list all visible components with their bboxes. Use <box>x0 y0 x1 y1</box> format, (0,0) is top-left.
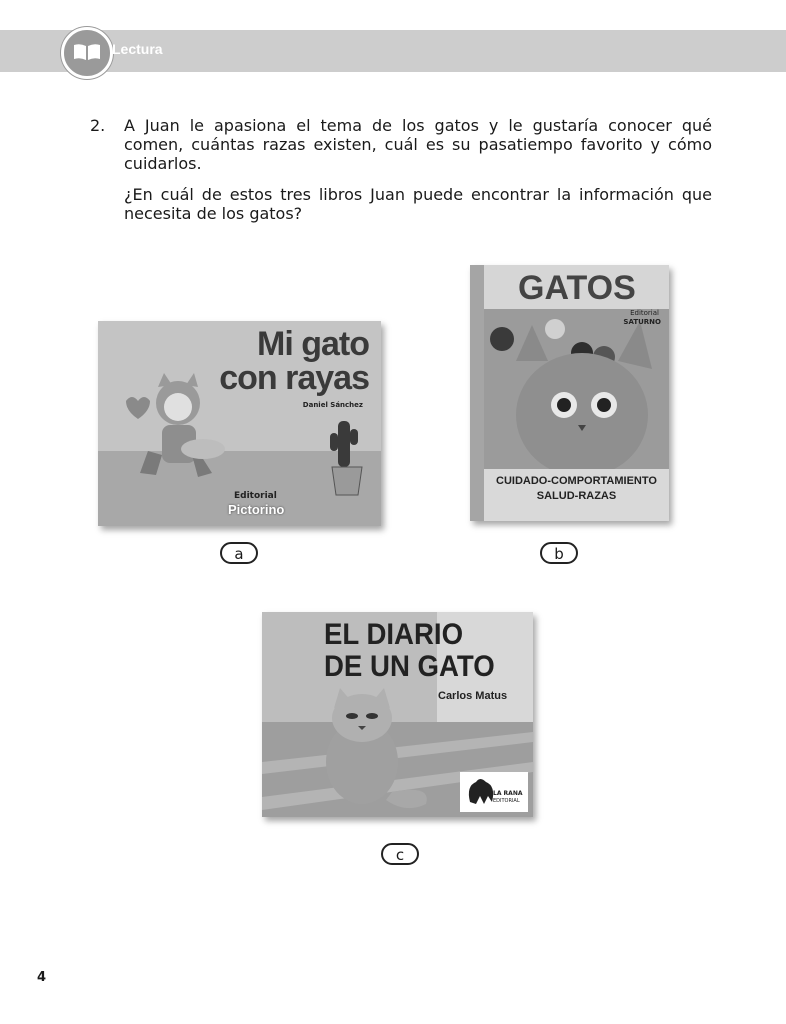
question-text: A Juan le apasiona el tema de los gatos y le gustaría conocer qué comen, cuántas razas existen, cuál es su pasatiempo favorito y cómo cuidarlos. <box>124 116 712 173</box>
book-icon-badge <box>61 27 113 79</box>
option-c-label[interactable]: c <box>381 843 419 865</box>
question-number: 2. <box>90 116 106 135</box>
page-number: 4 <box>37 970 47 985</box>
book-c-publisher-label: EDITORIAL <box>493 798 520 804</box>
book-c-author: Carlos Matus <box>438 690 508 702</box>
option-a-label[interactable]: a <box>220 542 258 564</box>
book-b-subtitle-line1: CUIDADO-COMPORTAMIENTO <box>496 475 657 487</box>
book-c-publisher: LA RANA <box>493 790 523 797</box>
book-b-publisher: SATURNO <box>623 318 661 326</box>
book-cover-b[interactable] <box>470 265 669 521</box>
book-c-title-line2: DE UN GATO <box>324 650 495 683</box>
book-a-author: Daniel Sánchez <box>302 401 363 409</box>
book-a-publisher: Pictorino <box>228 502 285 517</box>
book-cover-a[interactable] <box>98 321 381 526</box>
option-b-label[interactable]: b <box>540 542 578 564</box>
book-a-publisher-label: Editorial <box>234 491 277 501</box>
section-title: Lectura <box>112 41 163 57</box>
book-a-title-line2: con rayas <box>219 359 369 397</box>
book-a-title-line1: Mi gato <box>257 325 369 363</box>
book-icon <box>72 42 102 62</box>
book-b-title: GATOS <box>518 269 636 307</box>
question-prompt: ¿En cuál de estos tres libros Juan puede encontrar la información que necesita de los gatos? <box>124 185 712 223</box>
book-b-publisher-label: Editorial <box>630 309 659 317</box>
book-b-subtitle-line2: SALUD-RAZAS <box>536 490 617 502</box>
book-c-title-line1: EL DIARIO <box>324 618 464 651</box>
book-cover-c[interactable] <box>262 612 533 817</box>
